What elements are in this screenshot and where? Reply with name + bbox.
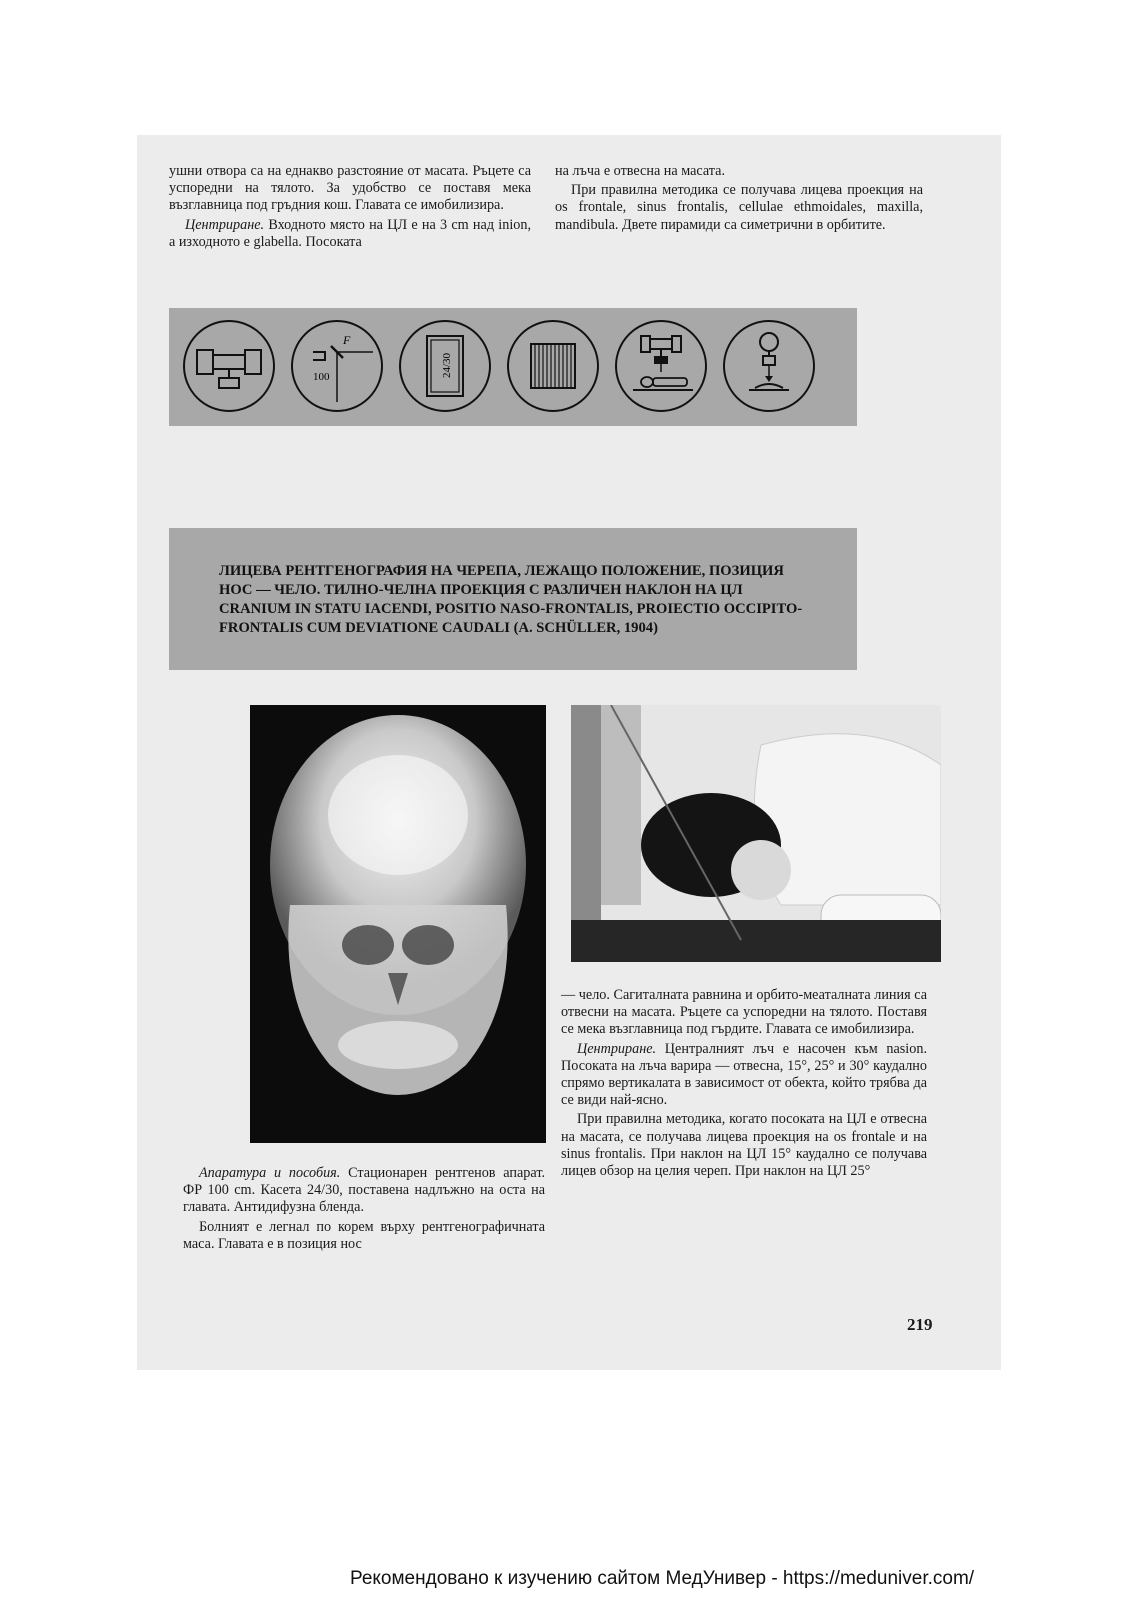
paragraph: Болният е легнал по корем върху рентгенографичната маса. Главата е в позиция нос <box>183 1218 545 1252</box>
patient-prone-icon <box>615 320 707 412</box>
paragraph: При правилна методика се получава лицева проекция на os frontale, sinus frontalis, cellulae ethmoidales, maxilla, mandibula. Двете пирамиди са симетрични в орбитите. <box>555 182 923 233</box>
pictogram-band <box>169 308 857 426</box>
italic-label: Апаратура и пособия. <box>199 1165 341 1181</box>
bottom-left-column <box>183 1165 545 1255</box>
title-line-la-2: FRONTALIS CUM DEVIATIONE CAUDALI (A. SCHÜLLER, 1904) <box>219 620 658 636</box>
cassette-size-label: 24/30 <box>441 352 453 378</box>
top-right-column <box>555 163 923 236</box>
paragraph: Центриране. Централният лъч е насочен към nasion. Посоката на лъча варира — отвесна, 15°, 25° и 30° каудално спрямо вертикалата в зависимост от обекта, който трябва да се види най-ясно. <box>561 1040 927 1109</box>
title-line-la-1: CRANIUM IN STATU IACENDI, POSITIO NASO-FRONTALIS, PROIECTIO OCCIPITO- <box>219 601 803 617</box>
title-line-bg-2: НОС — ЧЕЛО. ТИЛНО-ЧЕЛНА ПРОЕКЦИЯ С РАЗЛИЧЕН НАКЛОН НА ЦЛ <box>219 582 743 598</box>
paragraph: ушни отвора са на еднакво разстояние от масата. Ръцете са успоредни на тялото. За удобство се поставя мека възглавница под гръдния кош. Главата се имобилизира. <box>169 163 531 214</box>
top-left-column <box>169 163 531 253</box>
apparatus-icon <box>183 320 275 412</box>
cassette-icon <box>399 320 491 412</box>
focus-label: F <box>343 333 351 347</box>
skull-xray-image <box>250 705 546 1143</box>
page-number: 219 <box>907 1315 933 1334</box>
paragraph: на лъча е отвесна на масата. <box>555 163 726 179</box>
patient-head-icon <box>723 320 815 412</box>
paragraph: — чело. Сагиталната равнина и орбито-меаталната линия са отвесни на масата. Ръцете са успоредни на тялото. Поставя се мека възглавница под гърдите. Главата се имобилизира. <box>561 987 927 1038</box>
paragraph: Апаратура и пособия. Стационарен рентгенов апарат. ФР 100 cm. Касета 24/30, поставена надлъжно на оста на главата. Антидифузна бленда. <box>183 1165 545 1216</box>
grid-icon <box>507 320 599 412</box>
footer-note: Рекомендовано к изучению сайтом МедУнивер - https://meduniver.com/ <box>350 1568 975 1589</box>
title-line-bg-1: ЛИЦЕВА РЕНТГЕНОГРАФИЯ НА ЧЕРЕПА, ЛЕЖАЩО ПОЛОЖЕНИЕ, ПОЗИЦИЯ <box>219 563 784 579</box>
bottom-right-column <box>561 987 927 1182</box>
section-title <box>169 528 857 670</box>
paragraph: Центриране. Входното място на ЦЛ е на 3 cm над inion, а изходното е glabella. Посоката <box>169 216 531 250</box>
paragraph: При правилна методика, когато посоката на ЦЛ е отвесна на масата, се получава лицева проекция на os frontale и на sinus frontalis. При наклон на ЦЛ 15° каудално се получава лицев обзор на целия череп. При наклон на ЦЛ 25° <box>561 1111 927 1180</box>
distance-label: 100 <box>313 371 330 383</box>
italic-label: Центриране. <box>577 1040 657 1057</box>
patient-position-photo <box>571 705 941 962</box>
italic-label: Центриране. <box>185 216 265 233</box>
focus-distance-icon <box>291 320 383 412</box>
book-page <box>137 135 1001 1370</box>
